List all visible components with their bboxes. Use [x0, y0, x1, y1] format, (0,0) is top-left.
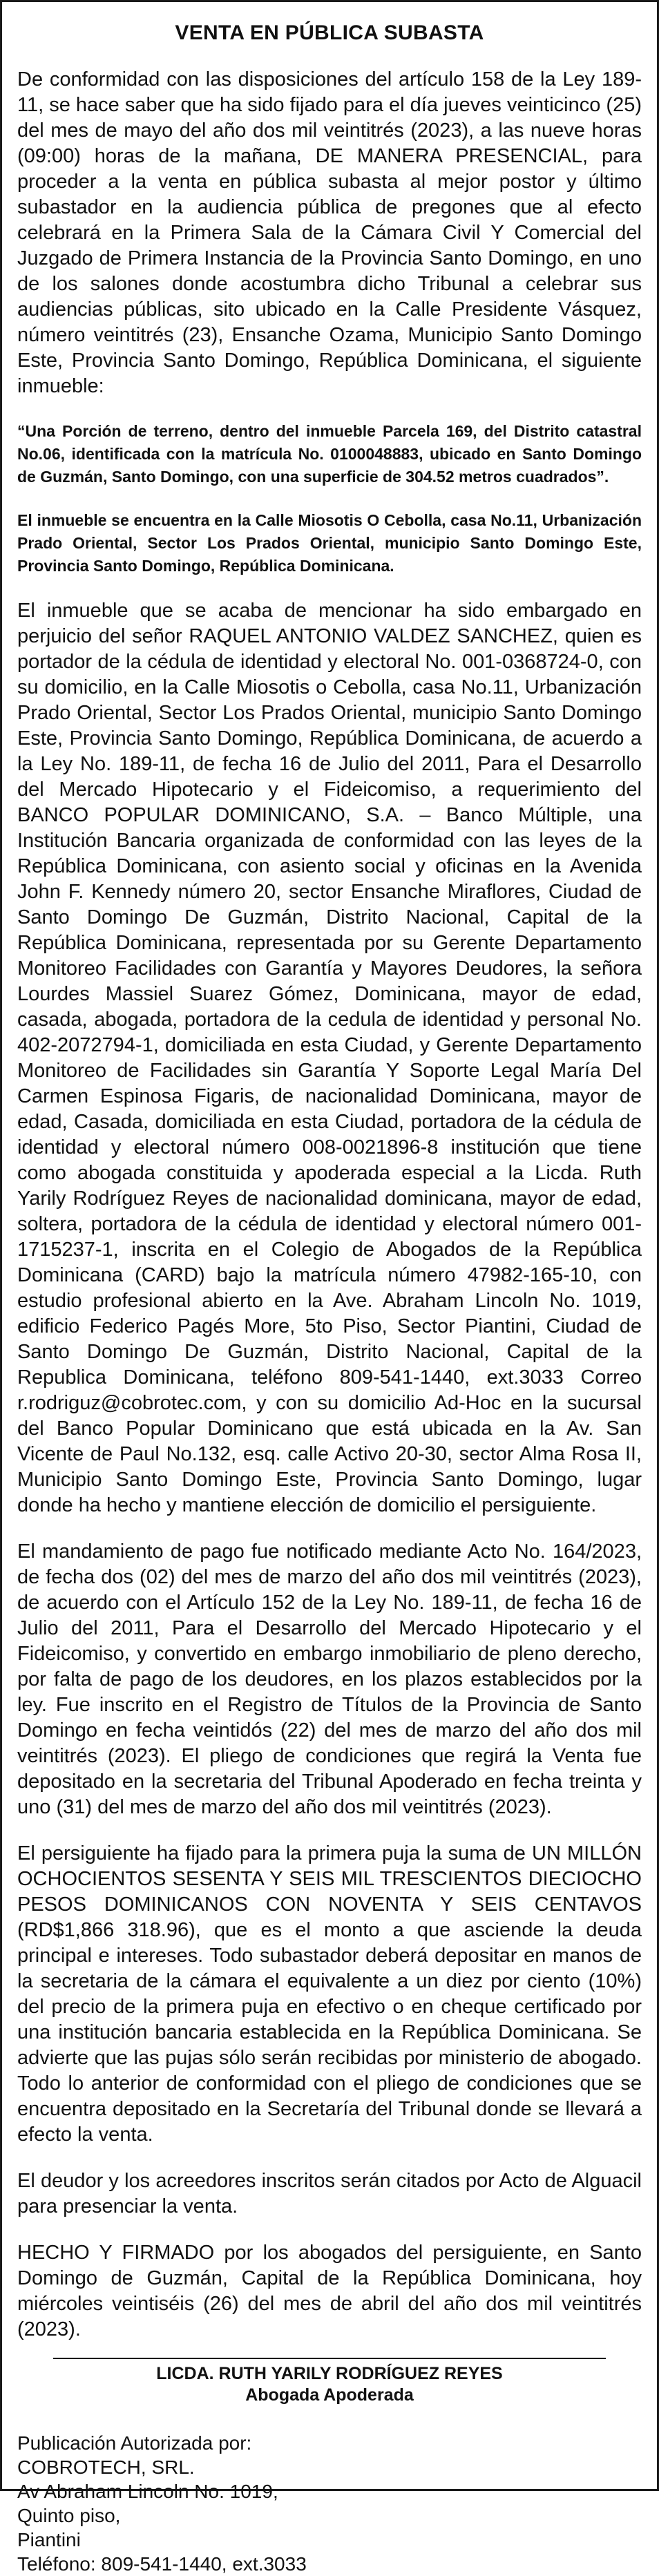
property-description: “Una Porción de terreno, dentro del inmueble Parcela 169, del Distrito catastral No.06, identificada con la matrícula No. 0100048883, ubicado en Santo Domingo de Guzmán, Santo Domingo, con una superficie de 304.52 metros cuadrados”.: [17, 422, 642, 486]
creditors-paragraph: El deudor y los acreedores inscritos serán citados por Acto de Alguacil para presenciar la venta.: [17, 2170, 642, 2217]
signatory-name: LICDA. RUTH YARILY RODRÍGUEZ REYES: [156, 2364, 503, 2383]
publication-info: [17, 2431, 642, 2576]
signature-line: [53, 2358, 606, 2359]
publication-line: Av Abraham Lincoln No. 1019,: [17, 2481, 278, 2502]
property-location: El inmueble se encuentra en la Calle Miosotis O Cebolla, casa No.11, Urbanización Prado Oriental, Sector Los Prados Oriental, municipio Santo Domingo Este, Provincia Santo Domingo, República Dominicana.: [17, 511, 642, 575]
publication-line: Quinto piso,: [17, 2505, 121, 2526]
publication-line: COBROTECH, SRL.: [17, 2456, 195, 2478]
publication-line: Publicación Autorizada por:: [17, 2432, 252, 2454]
notice-title: VENTA EN PÚBLICA SUBASTA: [175, 21, 484, 44]
publication-line: Teléfono: 809-541-1440, ext.3033: [17, 2553, 307, 2575]
seizure-paragraph: El inmueble que se acaba de mencionar ha sido embargado en perjuicio del señor RAQUEL ANTONIO VALDEZ SANCHEZ, quien es portador de la cédula de identidad y electoral No. 001-0368724-0, con su domicilio, en la Calle Miosotis o Cebolla, casa No.11, Urbanización Prado Oriental, Sector Los Prados Oriental, municipio Santo Domingo Este, Provincia Santo Domingo, República Dominicana, de acuerdo a la Ley No. 189-11, de fecha 16 de Julio del 2011, Para el Desarrollo del Mercado Hipotecario y el Fideicomiso, a requerimiento del BANCO POPULAR DOMINICANO, S.A. – Banco Múltiple, una Institución Bancaria organizada de conformidad con las leyes de la República Dominicana, con asiento social y oficinas en la Avenida John F. Kennedy número 20, sector Ensanche Miraflores, Ciudad de Santo Domingo De Guzmán, Distrito Nacional, Capital de la República Dominicana, representada por su Gerente Departamento Monitoreo Facilidades con Garantía y Mayores Deudores, la señora Lourdes Massiel Suarez Gómez, Dominicana, mayor de edad, casada, abogada, portadora de la cedula de identidad y personal No. 402-2072794-1, domiciliada en esta Ciudad, y Gerente Departamento Monitoreo de Facilidades sin Garantía Y Soporte Legal María Del Carmen Espinosa Figaris, de nacionalidad Dominicana, mayor de edad, Casada, domiciliada en esta Ciudad, portadora de la cédula de identidad y electoral número 008-0021896-8 institución que tiene como abogada constituida y apoderada especial a la Licda. Ruth Yarily Rodríguez Reyes de nacionalidad dominicana, mayor de edad, soltera, portadora de la cédula de identidad y electoral número 001-1715237-1, inscrita en el Colegio de Abogados de la República Dominicana (CARD) bajo la matrícula número 47982-165-10, con estudio profesional abierto en la Ave. Abraham Lincoln No. 1019, edificio Federico Pagés More, 5to Piso, Sector Piantini, Ciudad de Santo Domingo De Guzmán, Distrito Nacional, Capital de la Republica Dominicana, teléfono 809-541-1440, ext.3033 Correo r.rodriguz@cobrotec.com, y con su domicilio Ad-Hoc en la sucursal del Banco Popular Dominicano que está ubicada en la Av. San Vicente de Paul No.132, esq. calle Activo 20-30, sector Alma Rosa II, Municipio Santo Domingo Este, Provincia Santo Domingo, lugar donde ha hecho y mantiene elección de domicilio el persiguiente.: [17, 600, 642, 1516]
publication-line: Piantini: [17, 2529, 81, 2550]
signatory-role: Abogada Apoderada: [245, 2385, 414, 2405]
signed-paragraph: HECHO Y FIRMADO por los abogados del persiguiente, en Santo Domingo de Guzmán, Capital de la República Dominicana, hoy miércoles veintiséis (26) del mes de abril del año dos mil veintitrés (2023).: [17, 2242, 642, 2340]
first-bid-paragraph: El persiguiente ha fijado para la primera puja la suma de UN MILLÓN OCHOCIENTOS SESENTA Y SEIS MIL TRESCIENTOS DIECIOCHO PESOS DOMINICANOS CON NOVENTA Y SEIS CENTAVOS (RD$1,866 318.96), que es el monto a que asciende la deuda principal e intereses. Todo subastador deberá depositar en manos de la secretaria de la cámara el equivalente a un diez por ciento (10%) del precio de la primera puja en efectivo o en cheque certificado por una institución bancaria establecida en la República Dominicana. Se advierte que las pujas sólo serán recibidas por ministerio de abogado. Todo lo anterior de conformidad con el pliego de condiciones que se encuentra depositado en la Secretaría del Tribunal donde se llevará a efecto la venta.: [17, 1842, 642, 2146]
payment-order-paragraph: El mandamiento de pago fue notificado mediante Acto No. 164/2023, de fecha dos (02) del mes de marzo del año dos mil veintitrés (2023), de acuerdo con el Artículo 152 de la Ley No. 189-11, de fecha 16 de Julio del 2011, Para el Desarrollo del Mercado Hipotecario y el Fideicomiso, y convertido en embargo inmobiliario de pleno derecho, por falta de pago de los deudores, en los plazos establecidos por la ley. Fue inscrito en el Registro de Títulos de la Provincia de Santo Domingo en fecha veintidós (22) del mes de marzo del año dos mil veintitrés (2023). El pliego de condiciones que regirá la Venta fue depositado en la secretaria del Tribunal Apoderado en fecha treinta y uno (31) del mes de marzo del año dos mil veintitrés (2023).: [17, 1540, 642, 1818]
intro-paragraph: De conformidad con las disposiciones del artículo 158 de la Ley 189-11, se hace saber que ha sido fijado para el día jueves veinticinco (25) del mes de mayo del año dos mil veintitrés (2023), a las nueve horas (09:00) horas de la mañana, DE MANERA PRESENCIAL, para proceder a la venta en pública subasta al mejor postor y último subastador en la audiencia pública de pregones que al efecto celebrará en la Primera Sala de la Cámara Civil Y Comercial del Juzgado de Primera Instancia de la Provincia Santo Domingo, en uno de los salones donde acostumbra dicho Tribunal a celebrar sus audiencias públicas, sito ubicado en la Calle Presidente Vásquez, número veintitrés (23), Ensanche Ozama, Municipio Santo Domingo Este, Provincia Santo Domingo, República Dominicana, el siguiente inmueble:: [17, 68, 642, 397]
